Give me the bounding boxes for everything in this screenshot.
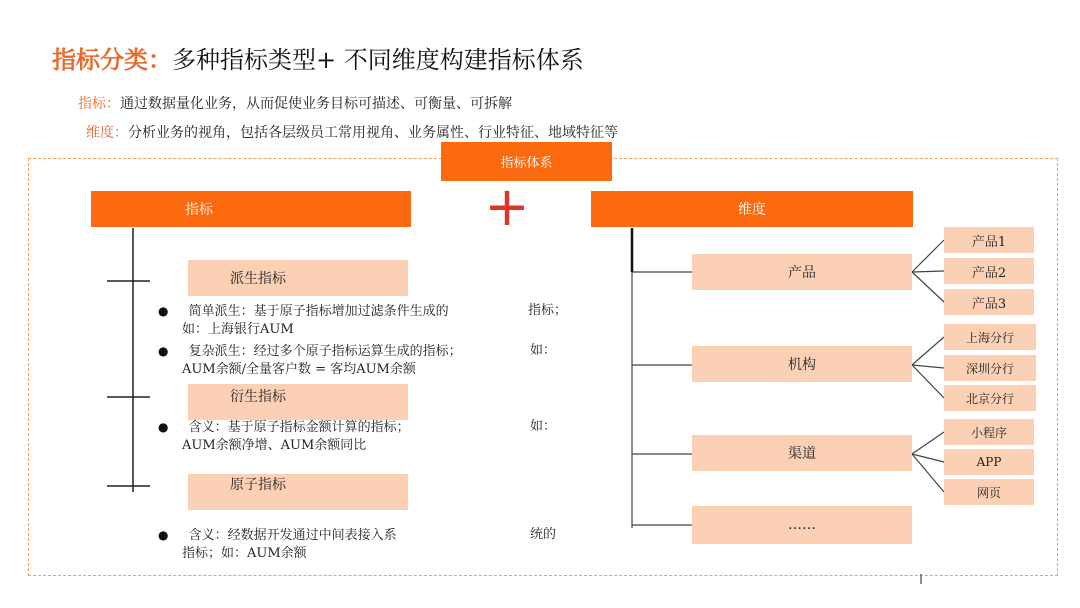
desc-text-cont: 如：上海银行AUM <box>182 322 294 337</box>
dimension-label: 产品 <box>788 265 816 281</box>
intro-metric-label: 指标： <box>78 96 120 112</box>
desc-text-tail: 如： <box>530 343 557 358</box>
bullet-icon: ● <box>158 344 169 358</box>
child-label: 小程序 <box>970 425 1007 440</box>
bullet-icon: ● <box>158 420 169 434</box>
child-product-2 <box>944 258 1034 284</box>
dimension-channel <box>692 435 912 471</box>
child-org-shanghai <box>944 324 1036 350</box>
desc-block-atomic <box>158 526 578 563</box>
dimension-label: 渠道 <box>788 446 816 462</box>
category-derived-simple <box>188 260 408 296</box>
dimension-label: …… <box>788 517 816 533</box>
plus-sign: + <box>484 175 530 238</box>
desc-block-derived <box>158 302 578 379</box>
desc-text: 简单派生：基于原子指标增加过滤条件生成的 <box>188 304 449 319</box>
child-label: 产品2 <box>971 265 1007 281</box>
desc-text: 含义：基于原子指标金额计算的指标； <box>188 420 410 435</box>
dimension-product <box>692 254 912 290</box>
category-atomic <box>188 474 408 510</box>
category-title: 派生指标 <box>230 271 286 287</box>
title-accent: 指标分类： <box>52 45 172 74</box>
child-label: 产品1 <box>971 234 1007 250</box>
child-channel-miniapp <box>944 419 1034 445</box>
intro-metric-text: 通过数据量化业务，从而促使业务目标可描述、可衡量、可拆解 <box>120 96 512 112</box>
desc-line <box>158 526 578 545</box>
bullet-icon: ● <box>158 528 169 542</box>
child-product-1 <box>944 227 1034 253</box>
child-label: APP <box>976 455 1002 469</box>
metric-header-label: 指标 <box>185 202 213 218</box>
child-label: 北京分行 <box>965 391 1014 406</box>
desc-text-tail: 如： <box>530 419 557 434</box>
desc-text-cont: AUM余额/全量客户数 = 客均AUM余额 <box>182 362 416 377</box>
child-channel-app <box>944 449 1034 475</box>
desc-line <box>158 418 578 437</box>
child-channel-web <box>944 479 1034 505</box>
category-title: 原子指标 <box>230 477 286 493</box>
system-label: 指标体系 <box>500 156 553 171</box>
desc-text-tail: 指标； <box>528 303 568 318</box>
desc-line <box>158 342 578 361</box>
dimension-org <box>692 346 912 382</box>
desc-line <box>158 302 578 321</box>
category-title: 衍生指标 <box>230 389 286 405</box>
desc-text-cont: AUM余额净增、AUM余额同比 <box>182 438 367 453</box>
child-label: 网页 <box>976 485 1001 500</box>
desc-block-derivative <box>158 418 578 455</box>
child-label: 产品3 <box>971 296 1007 312</box>
dimension-more <box>692 506 912 544</box>
category-derived <box>188 384 408 420</box>
dimension-header-label: 维度 <box>738 202 766 218</box>
child-org-shenzhen <box>944 355 1036 381</box>
child-org-beijing <box>944 385 1036 411</box>
dimension-label: 机构 <box>788 357 816 373</box>
intro-dimension-text: 分析业务的视角，包括各层级员工常用视角、业务属性、行业特征、地域特征等 <box>128 125 618 141</box>
desc-text-cont: 指标；如：AUM余额 <box>182 546 307 561</box>
child-product-3 <box>944 289 1034 315</box>
desc-text-tail: 统的 <box>530 527 557 542</box>
child-label: 深圳分行 <box>965 361 1014 376</box>
desc-text: 复杂派生：经过多个原子指标运算生成的指标； <box>188 344 462 359</box>
desc-text: 含义：经数据开发通过中间表接入系 <box>188 528 397 543</box>
child-label: 上海分行 <box>965 330 1014 345</box>
title-text: 多种指标类型+ 不同维度构建指标体系 <box>172 46 584 74</box>
intro-dimension-label: 维度： <box>86 125 128 141</box>
bullet-icon: ● <box>158 304 169 318</box>
